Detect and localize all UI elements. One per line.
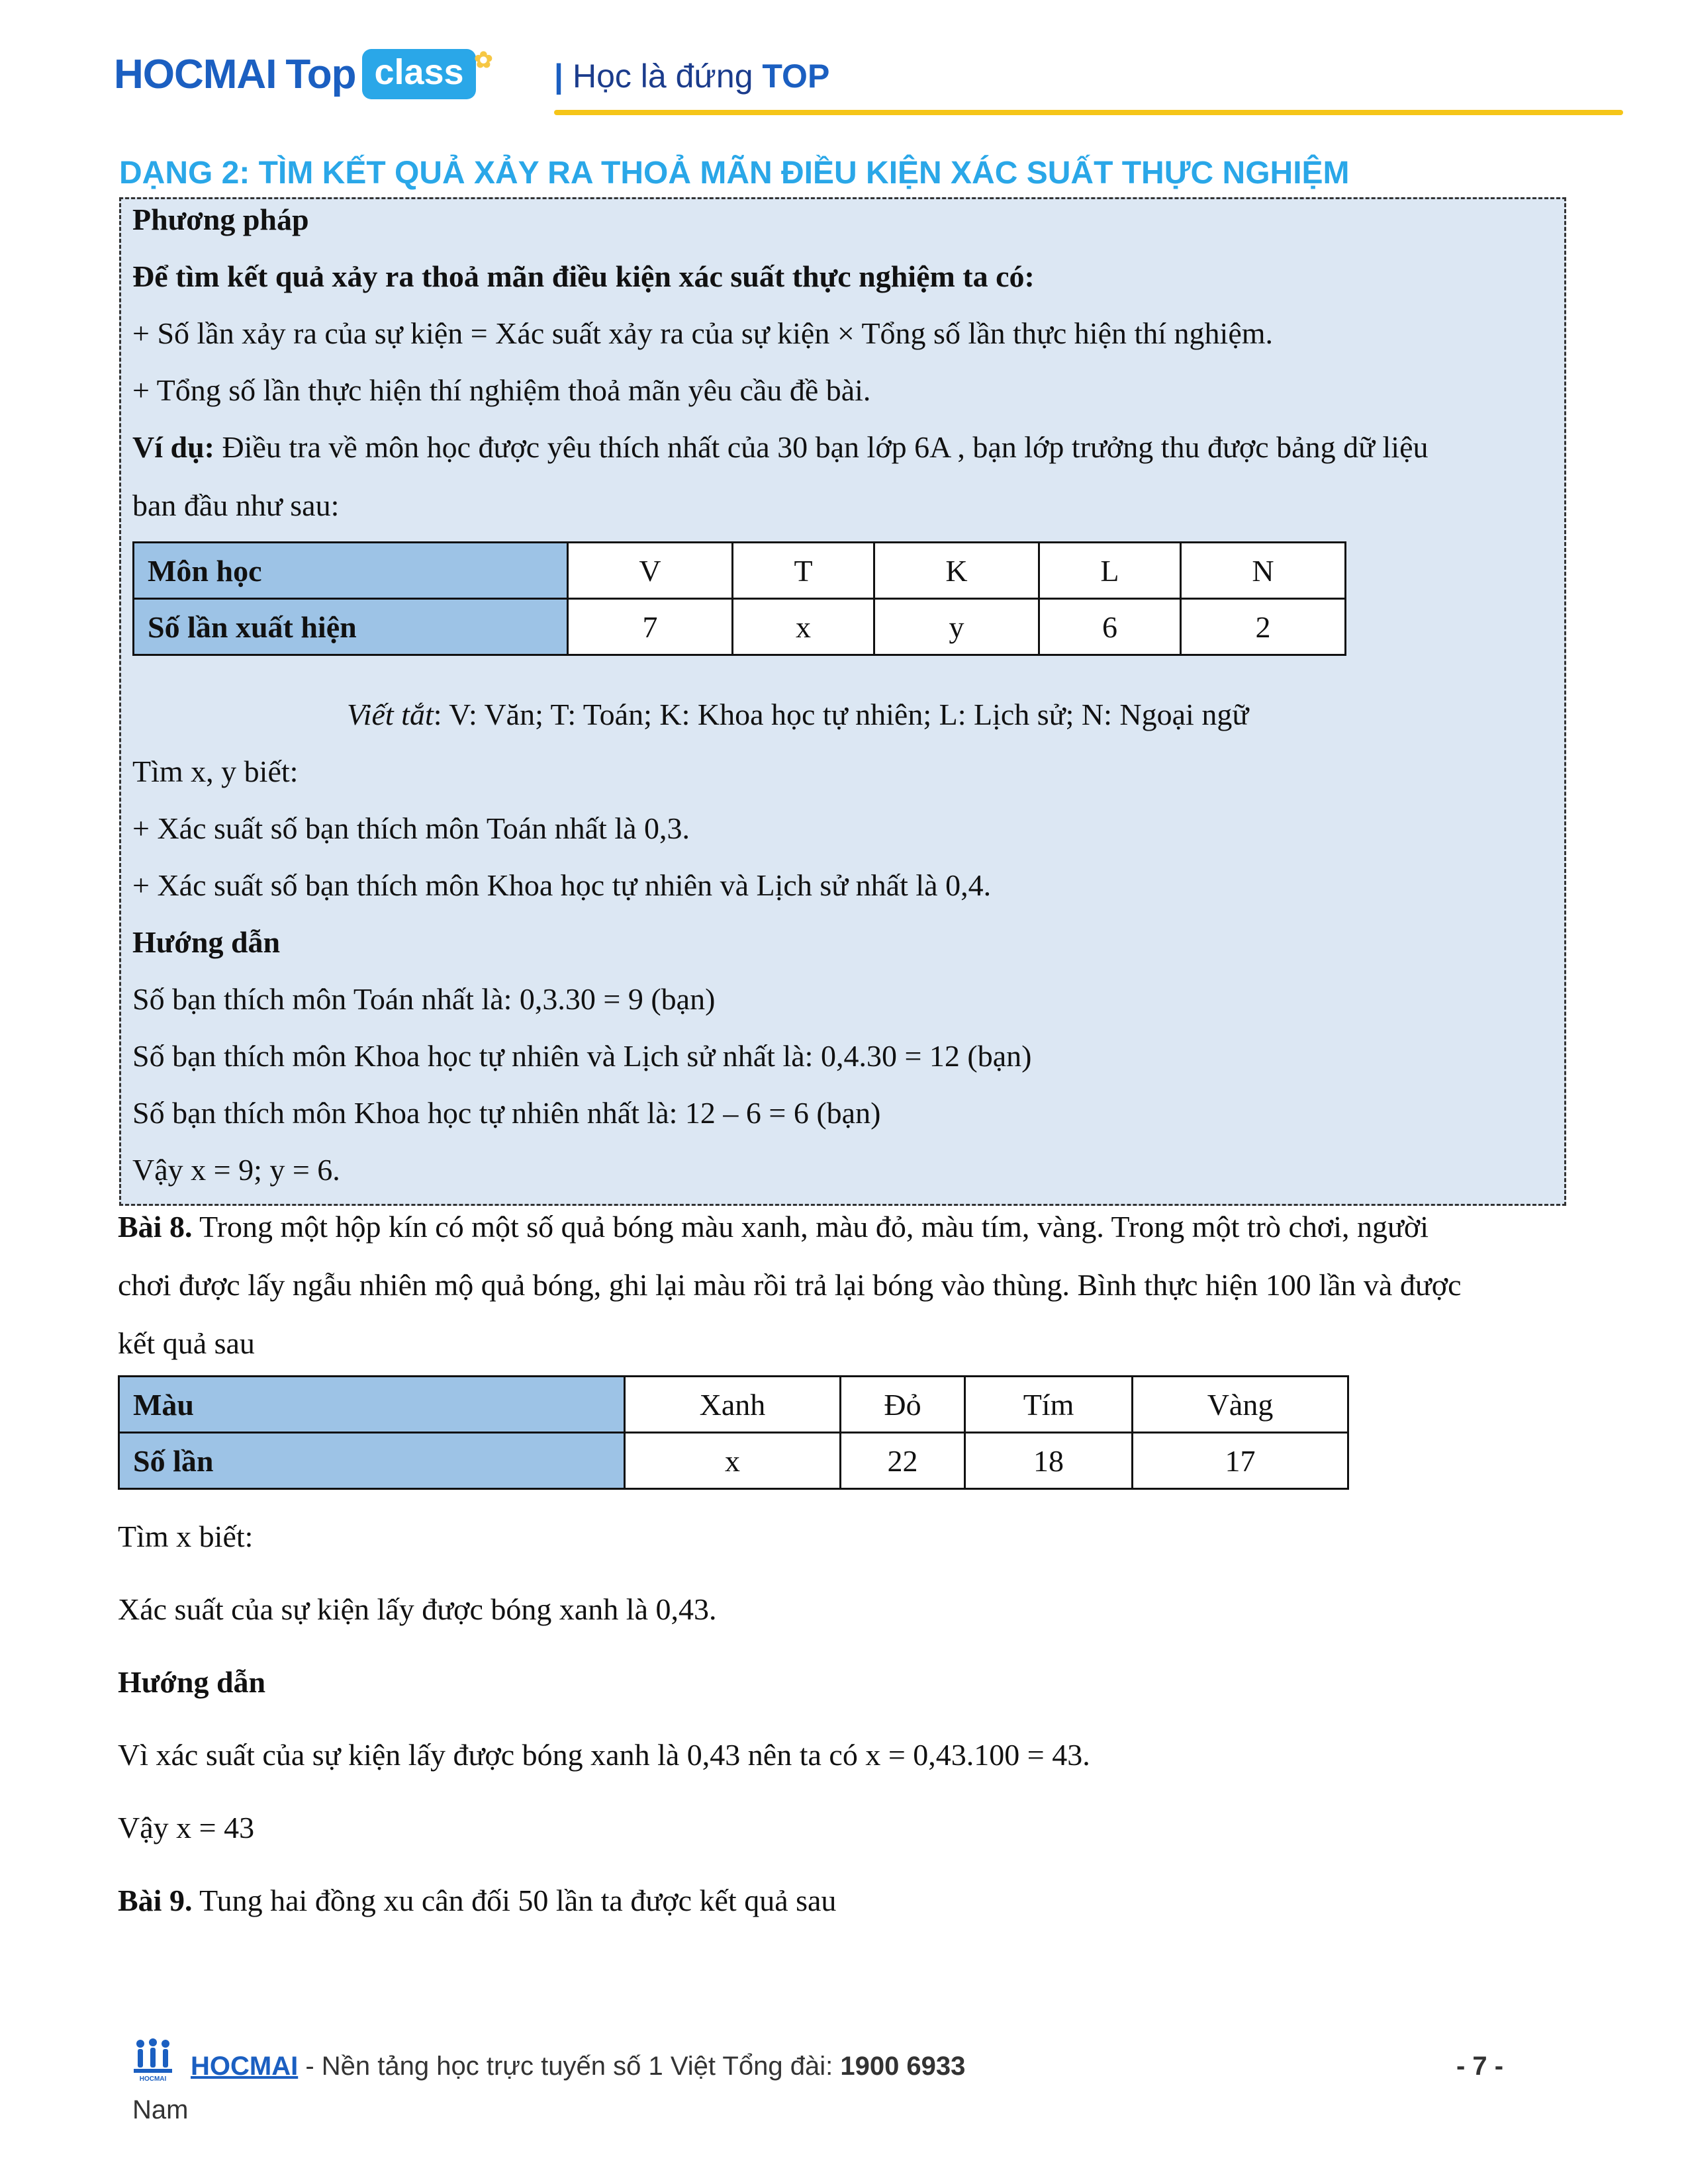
example-label: Ví dụ: — [132, 430, 214, 464]
abbreviation-line — [347, 696, 1248, 733]
example-line-2: ban đầu như sau: — [132, 488, 340, 522]
solution-line-3: Số bạn thích môn Khoa học tự nhiên nhất là: 12 – 6 = 6 (bạn) — [132, 1096, 881, 1130]
logo-class-badge — [362, 48, 493, 99]
bai8-line-1 — [118, 1208, 1429, 1246]
solution-line-4: Vậy x = 9; y = 6. — [132, 1153, 340, 1187]
table-cell: K — [874, 543, 1039, 599]
abbrev-text: : V: Văn; T: Toán; K: Khoa học tự nhiên; L: Lịch sử; N: Ngoại ngữ — [433, 698, 1249, 731]
table-cell: y — [874, 599, 1039, 655]
abbrev-label: Viết tắt — [347, 698, 434, 731]
table-cell: 6 — [1039, 599, 1181, 655]
footer-brand-link[interactable]: HOCMAI — [191, 2052, 299, 2081]
bai8-text-1: Trong một hộp kín có một số quả bóng màu xanh, màu đỏ, màu tím, vàng. Trong một trò chơi, người — [192, 1210, 1429, 1244]
method-heading: Phương pháp — [132, 203, 309, 236]
page-header — [114, 41, 1504, 120]
table-header-cell: Màu — [119, 1377, 625, 1433]
bai9-text: Tung hai đồng xu cân đối 50 lần ta được kết quả sau — [192, 1884, 837, 1917]
table-cell: Tím — [965, 1377, 1133, 1433]
method-intro: Để tìm kết quả xảy ra thoả mãn điều kiện xác suất thực nghiệm ta có: — [132, 259, 1035, 293]
bai8-table — [118, 1375, 1349, 1490]
table-row — [119, 1433, 1348, 1489]
table-header-cell: Số lần xuất hiện — [134, 599, 568, 655]
divider-bar: | — [554, 58, 563, 95]
table-header-cell: Số lần — [119, 1433, 625, 1489]
table-cell: V — [568, 543, 733, 599]
condition-1: + Xác suất số bạn thích môn Toán nhất là 0,3. — [132, 811, 690, 845]
bai8-condition: Xác suất của sự kiện lấy được bóng xanh là 0,43. — [118, 1592, 717, 1626]
footer-tagline: - Nền tảng học trực tuyến số 1 Việt Tổng đài: — [298, 2052, 841, 2081]
table-cell: x — [733, 599, 874, 655]
table-row — [119, 1377, 1348, 1433]
bai8-find: Tìm x biết: — [118, 1520, 254, 1553]
logo-class-text: class — [374, 52, 464, 92]
table-cell: T — [733, 543, 874, 599]
section-title: DẠNG 2: TÌM KẾT QUẢ XẢY RA THOẢ MÃN ĐIỀU KIỆN XÁC SUẤT THỰC NGHIỆM — [119, 156, 1350, 191]
footer-phone: 1900 6933 — [840, 2052, 966, 2081]
table-cell: 7 — [568, 599, 733, 655]
table-cell: Vàng — [1133, 1377, 1348, 1433]
star-icon: ✿ — [474, 48, 493, 73]
bai8-line-2: chơi được lấy ngẫu nhiên mộ quả bóng, ghi lại màu rồi trả lại bóng vào thùng. Bình thực hiện 100 lần và được — [118, 1268, 1462, 1302]
bai8-guide-heading: Hướng dẫn — [118, 1665, 266, 1699]
table-cell: Xanh — [625, 1377, 841, 1433]
table-row — [134, 543, 1346, 599]
table-row — [134, 599, 1346, 655]
method-rule-1: + Số lần xảy ra của sự kiện = Xác suất xảy ra của sự kiện × Tổng số lần thực hiện thí nghiệm. — [132, 316, 1274, 350]
table-cell: 17 — [1133, 1433, 1348, 1489]
table-cell: x — [625, 1433, 841, 1489]
find-xy: Tìm x, y biết: — [132, 754, 299, 788]
header-slogan — [554, 57, 829, 95]
footer-text — [191, 2052, 965, 2081]
slogan-prefix: Học là đứng — [573, 58, 753, 95]
solution-line-1: Số bạn thích môn Toán nhất là: 0,3.30 = 9 (bạn) — [132, 982, 716, 1016]
table-cell: L — [1039, 543, 1181, 599]
method-guide-heading: Hướng dẫn — [132, 925, 281, 959]
hocmai-topclass-logo — [114, 41, 493, 107]
bai8-label: Bài 8. — [118, 1210, 193, 1244]
bai8-line-3: kết quả sau — [118, 1326, 255, 1360]
table-cell: N — [1180, 543, 1345, 599]
slogan-top: TOP — [762, 58, 830, 95]
bai9-label: Bài 9. — [118, 1884, 193, 1917]
logo-caption: HOCMAI — [139, 2075, 167, 2083]
logo-hocmai-text: HOCMAI — [114, 51, 277, 97]
example-text: Điều tra về môn học được yêu thích nhất của 30 bạn lớp 6A , bạn lớp trưởng thu được bảng dữ liệu — [214, 430, 1429, 464]
table-header-cell: Môn học — [134, 543, 568, 599]
table-cell: 2 — [1180, 599, 1345, 655]
bai9-line — [118, 1882, 836, 1919]
header-underline — [554, 110, 1623, 115]
footer-nam: Nam — [132, 2095, 189, 2124]
bai8-solution-2: Vậy x = 43 — [118, 1811, 255, 1844]
table-cell: Đỏ — [840, 1377, 964, 1433]
table-cell: 22 — [840, 1433, 964, 1489]
solution-line-2: Số bạn thích môn Khoa học tự nhiên và Lịch sử nhất là: 0,4.30 = 12 (bạn) — [132, 1039, 1032, 1073]
page-number: - 7 - — [1456, 2052, 1504, 2081]
bai8-solution-1: Vì xác suất của sự kiện lấy được bóng xanh là 0,43 nên ta có x = 0,43.100 = 43. — [118, 1738, 1090, 1772]
condition-2: + Xác suất số bạn thích môn Khoa học tự nhiên và Lịch sử nhất là 0,4. — [132, 868, 992, 902]
method-rule-2: + Tổng số lần thực hiện thí nghiệm thoả mãn yêu cầu đề bài. — [132, 373, 871, 407]
example-table — [132, 541, 1346, 656]
table-cell: 18 — [965, 1433, 1133, 1489]
logo-top-text: Top — [285, 51, 356, 97]
hocmai-logo-icon — [132, 2038, 173, 2085]
example-line-1 — [132, 429, 1429, 466]
